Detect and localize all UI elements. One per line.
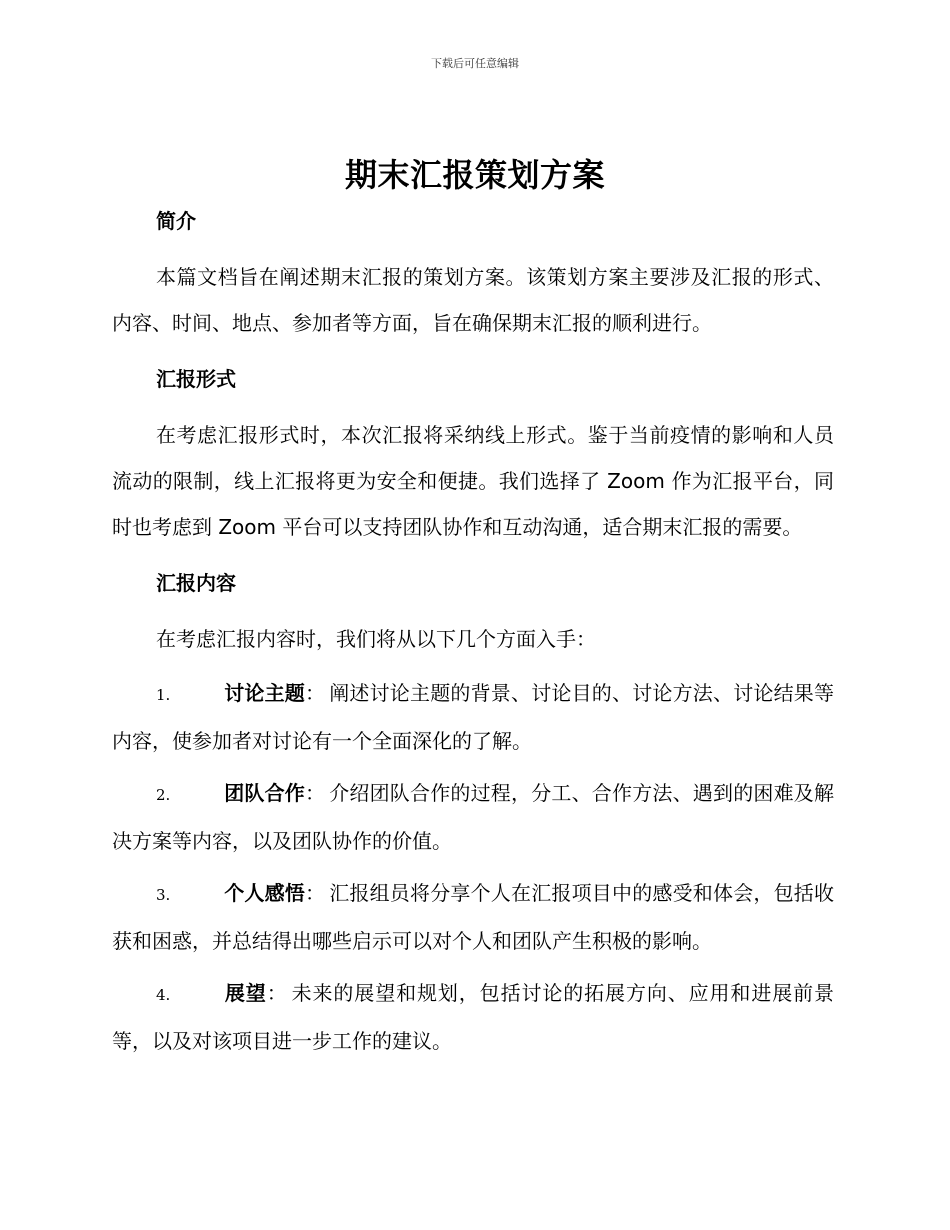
list-item-separator: ： <box>305 881 326 905</box>
list-item <box>112 970 834 1064</box>
list-item <box>112 770 834 864</box>
header-note: 下载后可任意编辑 <box>431 57 519 70</box>
document-title: 期末汇报策划方案 <box>344 156 605 194</box>
intro-paragraph: 本篇文档旨在阐述期末汇报的策划方案。该策划方案主要涉及汇报的形式、内容、时间、地点、参加者等方面，旨在确保期末汇报的顺利进行。 <box>112 265 834 335</box>
list-item-term: 讨论主题 <box>224 681 305 705</box>
section-heading-intro: 简介 <box>156 209 196 233</box>
list-item-term: 团队合作 <box>224 781 305 805</box>
list-item-separator: ： <box>305 681 326 705</box>
list-item <box>112 870 834 964</box>
list-item-text: 汇报组员将分享个人在汇报项目中的感受和体会，包括收获和困惑，并总结得出哪些启示可以对个人和团队产生积极的影响。 <box>112 881 835 953</box>
format-paragraph: 在考虑汇报形式时，本次汇报将采纳线上形式。鉴于当前疫情的影响和人员流动的限制，线上汇报将更为安全和便捷。我们选择了 Zoom 作为汇报平台，同时也考虑到 Zoom 平台可以支持团队协作和互动沟通，适合期末汇报的需要。 <box>112 423 834 539</box>
list-item-separator: ： <box>266 981 288 1005</box>
list-item-text: 未来的展望和规划，包括讨论的拓展方向、应用和进展前景等，以及对该项目进一步工作的建议。 <box>112 981 835 1053</box>
list-item-number: 1. <box>156 686 171 704</box>
list-item-text: 介绍团队合作的过程，分工、合作方法、遇到的困难及解决方案等内容，以及团队协作的价值。 <box>112 781 835 853</box>
list-item-number: 3. <box>156 886 171 904</box>
list-item-term: 个人感悟 <box>224 881 305 905</box>
section-heading-content: 汇报内容 <box>156 571 236 595</box>
list-item-number: 4. <box>156 986 171 1004</box>
section-heading-format: 汇报形式 <box>156 367 236 391</box>
list-item-text: 阐述讨论主题的背景、讨论目的、讨论方法、讨论结果等内容，使参加者对讨论有一个全面深化的了解。 <box>112 681 835 753</box>
document-body <box>112 196 834 1070</box>
list-item-number: 2. <box>156 786 171 804</box>
list-item <box>112 670 834 764</box>
list-item-term: 展望 <box>224 981 267 1005</box>
list-item-separator: ： <box>305 781 326 805</box>
content-intro-paragraph: 在考虑汇报内容时，我们将从以下几个方面入手： <box>156 627 596 651</box>
